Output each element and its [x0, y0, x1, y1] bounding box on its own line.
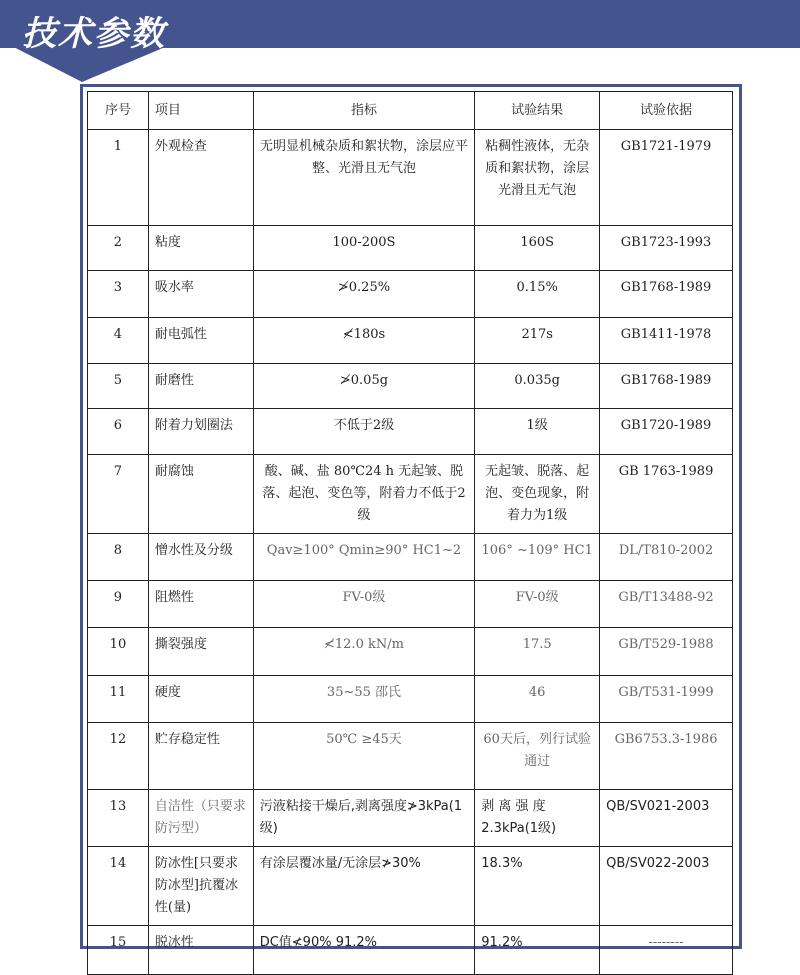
cell-no: 1 — [88, 130, 149, 226]
cell-result: 无起皱、脱落、起泡、变色现象，附着力为1级 — [475, 455, 600, 534]
cell-result: 217s — [475, 318, 600, 364]
table-header-row — [88, 92, 733, 130]
cell-spec: ≯0.05g — [253, 364, 475, 409]
cell-no: 12 — [88, 723, 149, 790]
cell-no: 9 — [88, 581, 149, 628]
cell-basis: GB/T13488-92 — [600, 581, 733, 628]
cell-item: 脱冰性 — [148, 926, 253, 975]
cell-basis: GB1411-1978 — [600, 318, 733, 364]
table-row — [88, 364, 733, 409]
cell-no: 10 — [88, 628, 149, 676]
cell-item: 吸水率 — [148, 271, 253, 318]
header-basis: 试验依据 — [600, 92, 733, 130]
cell-result: 剥 离 强 度 2.3kPa(1级) — [475, 790, 600, 847]
cell-item: 耐电弧性 — [148, 318, 253, 364]
cell-result: 粘稠性液体，无杂质和絮状物，涂层光滑且无气泡 — [475, 130, 600, 226]
cell-result: 160S — [475, 226, 600, 271]
table-row — [88, 455, 733, 534]
cell-basis: GB1723-1993 — [600, 226, 733, 271]
cell-no: 6 — [88, 409, 149, 455]
cell-item: 附着力划圈法 — [148, 409, 253, 455]
table-row — [88, 926, 733, 975]
spec-table-frame — [80, 84, 742, 949]
cell-no: 13 — [88, 790, 149, 847]
cell-spec: ≮12.0 kN/m — [253, 628, 475, 676]
cell-basis: GB1768-1989 — [600, 271, 733, 318]
table-row — [88, 534, 733, 581]
cell-spec: 100-200S — [253, 226, 475, 271]
cell-basis: GB1768-1989 — [600, 364, 733, 409]
cell-no: 8 — [88, 534, 149, 581]
cell-basis: GB/T531-1999 — [600, 676, 733, 723]
table-row — [88, 676, 733, 723]
cell-spec: 50℃ ≥45天 — [253, 723, 475, 790]
cell-no: 5 — [88, 364, 149, 409]
cell-result: 60天后，列行试验通过 — [475, 723, 600, 790]
cell-result: 0.15% — [475, 271, 600, 318]
cell-no: 2 — [88, 226, 149, 271]
cell-result: 0.035g — [475, 364, 600, 409]
cell-no: 11 — [88, 676, 149, 723]
cell-basis: GB6753.3-1986 — [600, 723, 733, 790]
cell-result: 18.3% — [475, 847, 600, 926]
cell-result: 1级 — [475, 409, 600, 455]
table-row — [88, 409, 733, 455]
cell-basis: QB/SV021-2003 — [600, 790, 733, 847]
header-item: 项目 — [148, 92, 253, 130]
cell-basis: DL/T810-2002 — [600, 534, 733, 581]
cell-result: 46 — [475, 676, 600, 723]
header-spec: 指标 — [253, 92, 475, 130]
cell-item: 外观检查 — [148, 130, 253, 226]
cell-result: 17.5 — [475, 628, 600, 676]
cell-spec: FV-0级 — [253, 581, 475, 628]
cell-result: 91.2% — [475, 926, 600, 975]
table-row — [88, 318, 733, 364]
cell-result: 106° ~109° HC1 — [475, 534, 600, 581]
cell-item: 硬度 — [148, 676, 253, 723]
cell-item: 耐磨性 — [148, 364, 253, 409]
table-row — [88, 130, 733, 226]
cell-basis: GB1720-1989 — [600, 409, 733, 455]
table-row — [88, 847, 733, 926]
table-row — [88, 581, 733, 628]
cell-no: 3 — [88, 271, 149, 318]
cell-item: 粘度 — [148, 226, 253, 271]
cell-item: 撕裂强度 — [148, 628, 253, 676]
table-row — [88, 628, 733, 676]
cell-basis: GB 1763-1989 — [600, 455, 733, 534]
cell-spec: 35~55 邵氏 — [253, 676, 475, 723]
cell-no: 15 — [88, 926, 149, 975]
cell-basis: GB/T529-1988 — [600, 628, 733, 676]
cell-item: 阻燃性 — [148, 581, 253, 628]
header-no: 序号 — [88, 92, 149, 130]
cell-basis: GB1721-1979 — [600, 130, 733, 226]
cell-basis: -------- — [600, 926, 733, 975]
cell-no: 7 — [88, 455, 149, 534]
table-row — [88, 723, 733, 790]
cell-spec: 无明显机械杂质和絮状物，涂层应平整、光滑且无气泡 — [253, 130, 475, 226]
cell-no: 4 — [88, 318, 149, 364]
cell-spec: 污液粘接干燥后,剥离强度≯3kPa(1级) — [253, 790, 475, 847]
spec-table — [87, 91, 733, 975]
cell-basis: QB/SV022-2003 — [600, 847, 733, 926]
cell-item: 憎水性及分级 — [148, 534, 253, 581]
table-row — [88, 790, 733, 847]
cell-spec: ≯0.25% — [253, 271, 475, 318]
cell-spec: 酸、碱、盐 80℃24 h 无起皱、脱落、起泡、变色等，附着力不低于2级 — [253, 455, 475, 534]
cell-no: 14 — [88, 847, 149, 926]
header-result: 试验结果 — [475, 92, 600, 130]
cell-result: FV-0级 — [475, 581, 600, 628]
table-row — [88, 271, 733, 318]
cell-item: 防冰性[只要求防冰型]抗覆冰性(量) — [148, 847, 253, 926]
cell-spec: 有涂层覆冰量/无涂层≯30% — [253, 847, 475, 926]
page-title: 技术参数 — [22, 14, 166, 54]
cell-spec: DC值≮90% 91.2% — [253, 926, 475, 975]
cell-spec: Qav≥100° Qmin≥90° HC1~2 — [253, 534, 475, 581]
cell-item: 自洁性（只要求防污型） — [148, 790, 253, 847]
table-row — [88, 226, 733, 271]
cell-item: 贮存稳定性 — [148, 723, 253, 790]
cell-item: 耐腐蚀 — [148, 455, 253, 534]
cell-spec: ≮180s — [253, 318, 475, 364]
cell-spec: 不低于2级 — [253, 409, 475, 455]
